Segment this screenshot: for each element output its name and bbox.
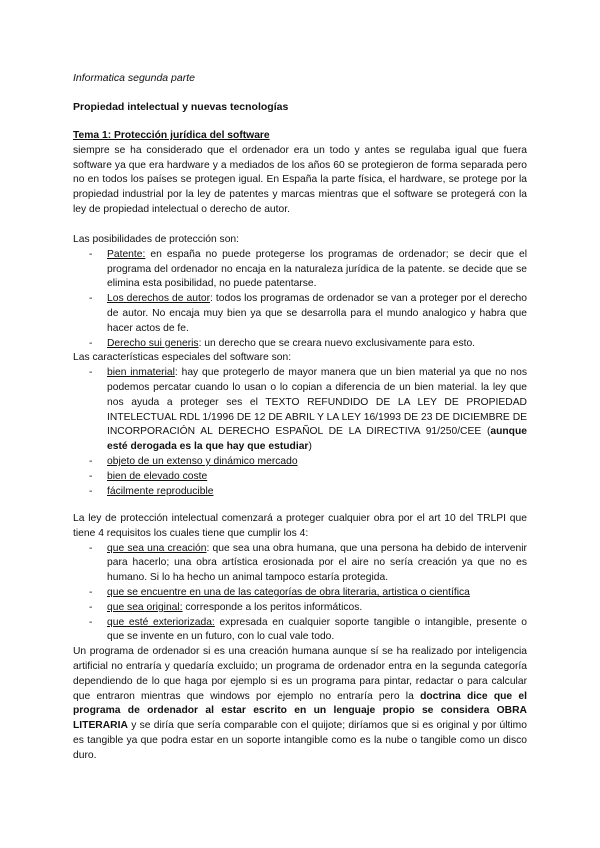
protection-list — [73, 248, 527, 352]
conclusion-bold: doctrina dice que el programa de ordenador al estar escrito en un lenguaje propio se considera OBRA LITERARIA — [73, 690, 528, 732]
item-term: que sea una creación — [107, 542, 207, 554]
list-item — [73, 366, 527, 455]
item-term: que esté exteriorizada: — [107, 616, 215, 628]
features-list — [73, 366, 527, 499]
item-term: que sea original: — [107, 601, 183, 613]
list-item — [73, 542, 527, 586]
list-item — [73, 455, 527, 470]
conclusion-text-2: y se diría que sería comparable con el quijote; diríamos que si es original y por último es tangible ya que podra estar en un soporte intangible como es la nube o tangible como un disco duro. — [73, 720, 527, 761]
item-text: : hay que protegerlo de mayor manera que un bien material ya que no nos podemos percatar cuando lo usan o lo copian a diferencia de un bien material. la ley que nos ayuda a proteger ses el TEXTO REFUNDIDO DE LA LEY DE PROPIEDAD INTELECTUAL RDL 1/1996 DE 12 DE ABRIL Y LA LEY 16/1993 DE 23 DE DICIEMBRE DE INCORPORACIÓN AL DERECHO ESPAÑOL DE LA DIRECTIVA 91/250/CEE ( — [107, 367, 528, 438]
law-conclusion — [73, 645, 527, 763]
requirements-list — [73, 542, 527, 646]
item-term: objeto de un extenso y dinámico mercado — [107, 455, 298, 467]
law-lead: La ley de protección intelectual comenzará a proteger cualquier obra por el art 10 del TRLPI que tiene 4 requisitos los cuales tiene que cumplir los 4: — [73, 513, 527, 539]
document-subtitle: Informatica segunda parte — [73, 72, 195, 84]
item-bold: aunque esté derogada es la que hay que estudiar — [107, 426, 527, 453]
features-lead: Las características especiales del software son: — [73, 352, 292, 364]
list-item — [73, 248, 527, 292]
item-text: en españa no puede protegerse los programas de ordenador; se decir que el programa del ordenador no encaja en la naturaleza jurídica de la patente. se decide que se elimina esta posibilidad, no puede patentarse. — [107, 248, 527, 290]
list-item — [73, 616, 527, 646]
item-term: que se encuentre en una de las categorías de obra literaria, artistica o científica — [107, 586, 470, 598]
item-text: : todos los programas de ordenador se van a proteger por el derecho de autor. No encaja muy bien ya que se desarrolla para el mundo analogico y habra que hacer actos de fe. — [107, 293, 527, 334]
document-title: Propiedad intelectual y nuevas tecnologías — [73, 101, 289, 113]
item-text: corresponde a los peritos informáticos. — [182, 601, 363, 613]
item-term: bien de elevado coste — [107, 470, 208, 482]
item-text: : un derecho que se creara nuevo exclusivamente para esto. — [198, 337, 476, 349]
list-item — [73, 470, 527, 485]
list-item — [73, 586, 527, 601]
tema1-heading: Tema 1: Protección jurídica del software — [73, 130, 270, 141]
item-text: expresada en cualquier soporte tangible o intangible, presente o que se invente en un futuro, con lo cual vale todo. — [107, 616, 527, 643]
law-section — [73, 512, 527, 764]
conclusion-text-1: Un programa de ordenador si es una creación humana aunque sí se ha realizado por inteligencia artificial no entraría y quedaría excluido; un programa de ordenador entra en la segunda categoría dependiendo de lo que haga por ejemplo si es un programa para pintar, redactar o para calcular que entraron mientras que windows por ejemplo no entraría pero la — [73, 646, 527, 702]
item-term: fácilmente reproducible — [107, 485, 214, 497]
tema1-intro: siempre se ha considerado que el ordenador era un todo y antes se regulaba igual que fuera software ya que era hardware y a mediados de los años 60 se protegieron de forma separada pero no en todos los países se protegen igual. En España la parte física, el hardware, se protege por la propiedad industrial por la ley de patentes y marcas mientras que el software se protegerá con la ley de propiedad intelectual o derecho de autor. — [73, 144, 527, 215]
list-item — [73, 292, 527, 336]
item-term: Patente: — [107, 248, 146, 260]
protection-lead: Las posibilidades de protección son: — [73, 234, 240, 245]
list-item — [73, 601, 527, 616]
list-item — [73, 485, 527, 500]
item-term: bien inmaterial — [107, 367, 175, 379]
item-term: Los derechos de autor — [107, 293, 211, 305]
item-end: ) — [308, 441, 312, 453]
item-text: : que sea una obra humana, que una persona ha debido de intervenir para hacerlo; una obra artística erosionada por el aire no sería creación ya que no es humano. Si lo ha hecho un animal tampoco estaría protegida. — [107, 542, 527, 584]
list-item — [73, 337, 527, 352]
protection-section — [73, 233, 527, 499]
tema1-section — [73, 129, 527, 218]
item-term: Derecho sui generis — [107, 337, 199, 349]
